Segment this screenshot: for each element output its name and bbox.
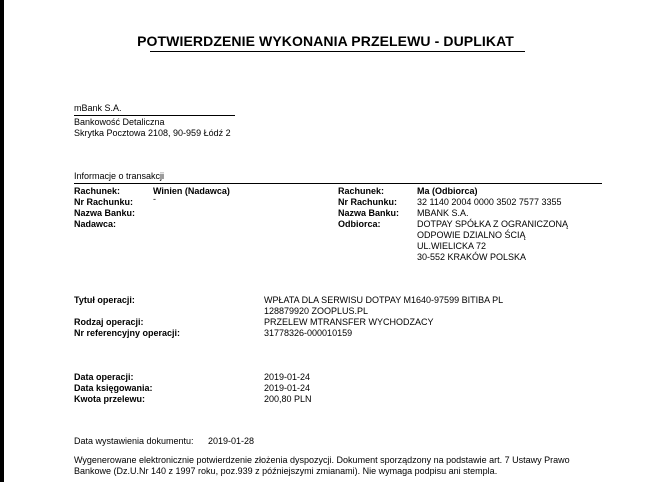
sender-bank-label: Nazwa Banku: [74, 208, 136, 218]
recipient-number-label: Nr Rachunku: [338, 197, 398, 207]
operation-type-value: PRZELEW MTRANSFER WYCHODZACY [264, 317, 434, 327]
document-title: POTWIERDZENIE WYKONANIA PRZELEWU - DUPLIKAT [137, 33, 514, 49]
page-left-border [0, 0, 4, 482]
sender-account-label: Rachunek: [74, 186, 121, 196]
sender-number-value: - [153, 194, 156, 204]
operation-title-line-2: 128879920 ZOOPLUS.PL [264, 306, 369, 316]
amount-value: 200,80 PLN [264, 394, 312, 404]
sender-party-label: Nadawca: [74, 219, 117, 229]
bank-name: mBank S.A. [74, 103, 122, 113]
transaction-section-label: Informacje o transakcji [74, 171, 165, 181]
sender-number-label: Nr Rachunku: [74, 197, 134, 207]
booking-date-label: Data księgowania: [74, 383, 153, 393]
operation-date-value: 2019-01-24 [264, 372, 311, 382]
booking-date-value: 2019-01-24 [264, 383, 311, 393]
bank-address: Skrytka Pocztowa 2108, 90-959 Łódź 2 [74, 128, 231, 138]
operation-ref-label: Nr referencyjny operacji: [74, 328, 181, 338]
title-underline [150, 51, 525, 52]
recipient-bank-value: MBANK S.A. [417, 208, 469, 218]
operation-date-label: Data operacji: [74, 372, 134, 382]
recipient-party-line-4: 30-552 KRAKÓW POLSKA [417, 252, 527, 262]
recipient-party-line-3: UL.WIELICKA 72 [417, 241, 487, 251]
recipient-party-line-2: ODPOWIE DZIALNO ŚCIĄ [417, 230, 526, 240]
amount-label: Kwota przelewu: [74, 394, 146, 404]
operation-title-label: Tytuł operacji: [74, 295, 135, 305]
bank-name-rule [74, 115, 235, 116]
recipient-party-line-1: DOTPAY SPÓŁKA Z OGRANICZONĄ [417, 219, 569, 229]
recipient-account-value: Ma (Odbiorca) [417, 186, 478, 196]
transaction-section-rule [74, 183, 602, 184]
footer-line-2: Bankowe (Dz.U.Nr 140 z 1997 roku, poz.939 z późniejszymi zmianami). Nie wymaga podpisu ani stempla. [74, 466, 498, 476]
bank-department: Bankowość Detaliczna [74, 117, 165, 127]
issue-date-label: Data wystawienia dokumentu: [74, 436, 194, 446]
operation-ref-value: 31778326-000010159 [264, 328, 353, 338]
recipient-bank-label: Nazwa Banku: [338, 208, 400, 218]
footer-line-1: Wygenerowane elektronicznie potwierdzenie złożenia dyspozycji. Dokument sporządzony na podstawie art. 7 Ustawy Prawo [74, 455, 570, 465]
recipient-number-value: 32 1140 2004 0000 3502 7577 3355 [417, 197, 562, 207]
issue-date-value: 2019-01-28 [208, 436, 255, 446]
operation-type-label: Rodzaj operacji: [74, 317, 144, 327]
recipient-party-label: Odbiorca: [338, 219, 381, 229]
recipient-account-label: Rachunek: [338, 186, 385, 196]
operation-title-line-1: WPŁATA DLA SERWISU DOTPAY M1640-97599 BITIBA PL [264, 295, 504, 305]
sender-account-value: Winien (Nadawca) [153, 186, 230, 196]
